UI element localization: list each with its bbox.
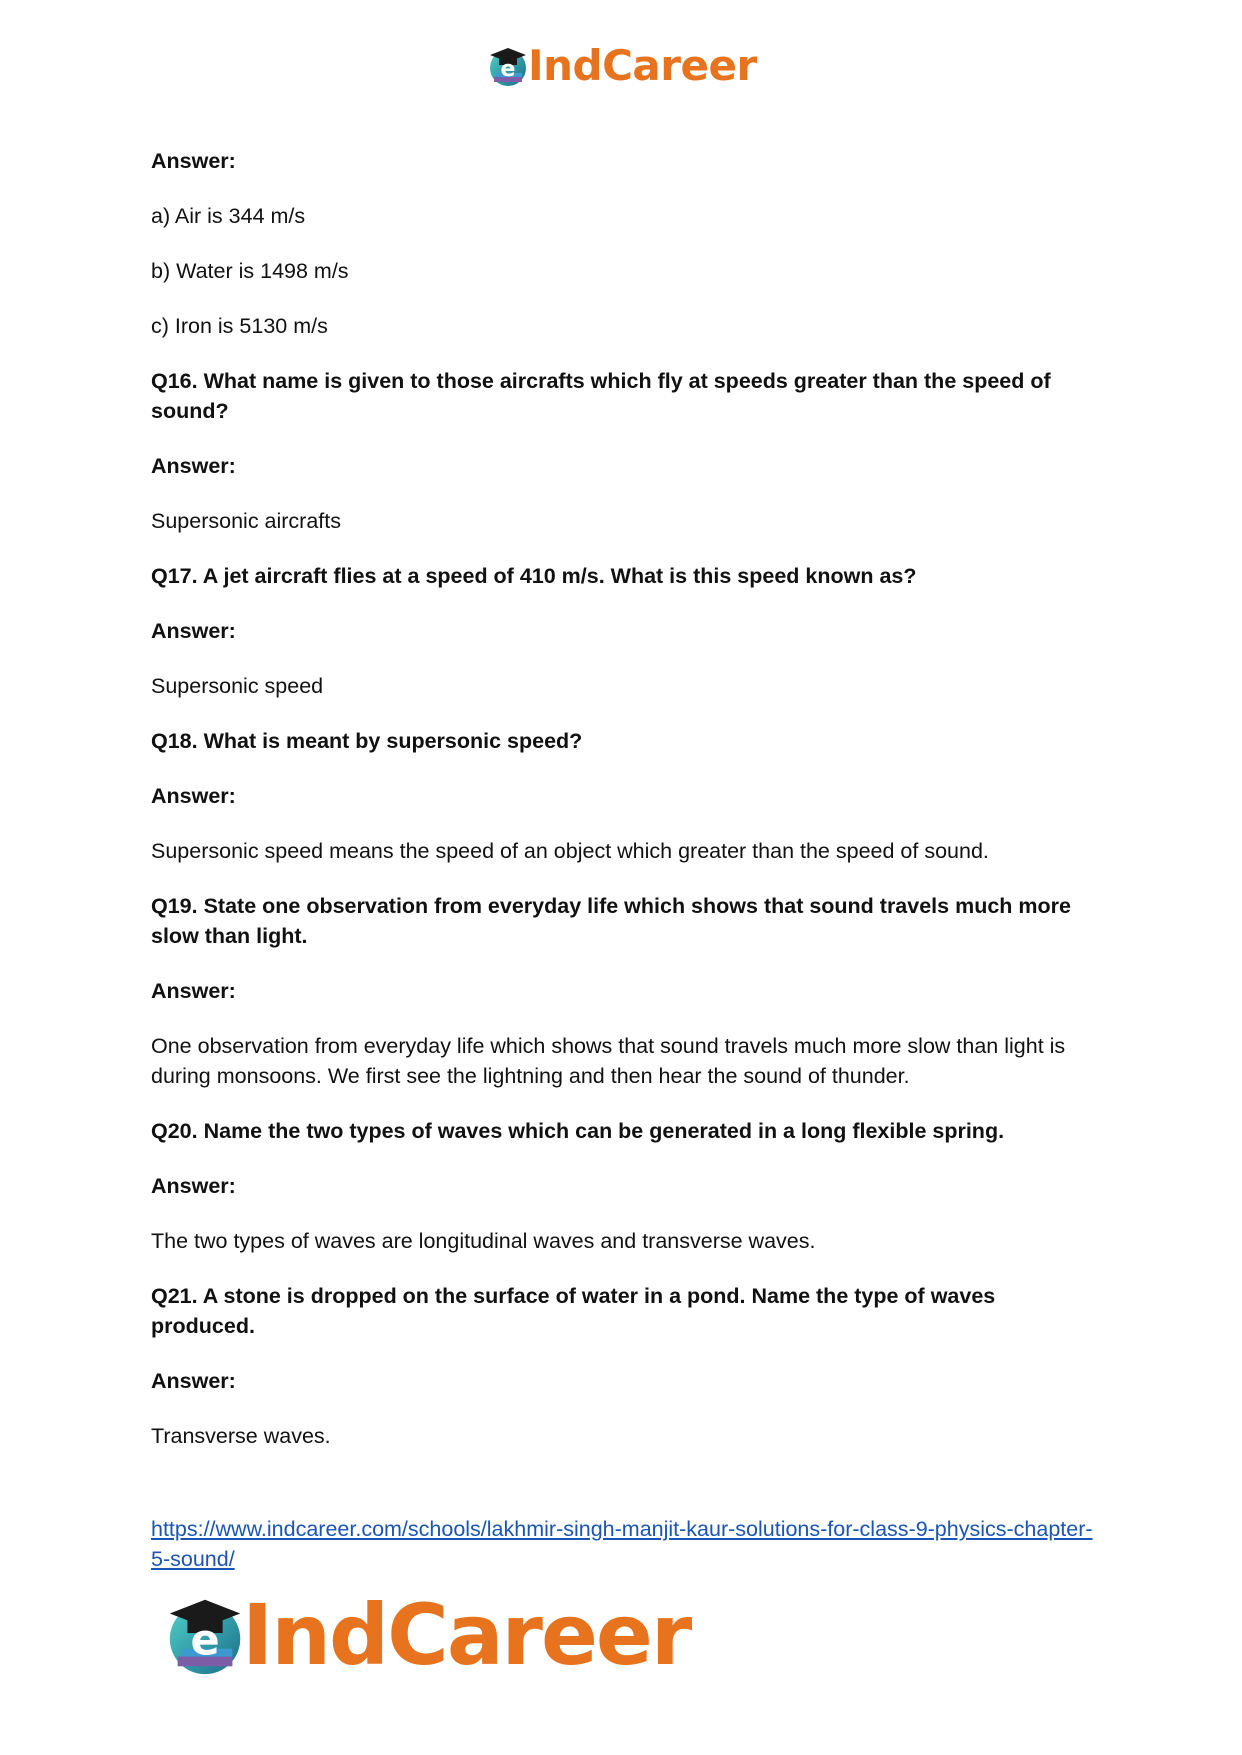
answer-text: One observation from everyday life which shows that sound travels much more slow than light is during monsoons. We first see the lightning and then hear the sound of thunder.: [151, 1034, 1066, 1088]
document-body: [151, 146, 1101, 1476]
logo-wordmark: IndCareer: [528, 41, 757, 90]
question-text: Q16. What name is given to those aircrafts which fly at speeds greater than the speed of sound?: [151, 369, 1051, 423]
answer-text: The two types of waves are longitudinal waves and transverse waves.: [151, 1229, 816, 1253]
answer-label: Answer:: [151, 784, 236, 808]
header-logo: [486, 42, 757, 90]
answer-text: Supersonic speed means the speed of an object which greater than the speed of sound.: [151, 839, 989, 863]
svg-text:e: e: [190, 1615, 220, 1666]
answer-text: b) Water is 1498 m/s: [151, 259, 349, 283]
answer-text: Supersonic aircrafts: [151, 509, 341, 533]
answer-label: Answer:: [151, 979, 236, 1003]
answer-text: a) Air is 344 m/s: [151, 204, 306, 228]
question-text: Q17. A jet aircraft flies at a speed of 410 m/s. What is this speed known as?: [151, 564, 917, 588]
question-text: Q21. A stone is dropped on the surface of water in a pond. Name the type of waves produced.: [151, 1284, 996, 1338]
question-text: Q18. What is meant by supersonic speed?: [151, 729, 583, 753]
source-link[interactable]: https://www.indcareer.com/schools/lakhmir-singh-manjit-kaur-solutions-for-class-9-physics-chapter-5-sound/: [151, 1517, 1093, 1571]
answer-label: Answer:: [151, 454, 236, 478]
svg-text:e: e: [500, 57, 516, 82]
graduation-cap-globe-icon: [486, 43, 532, 89]
graduation-cap-globe-icon: [162, 1590, 252, 1680]
answer-label: Answer:: [151, 1174, 236, 1198]
answer-text: Supersonic speed: [151, 674, 324, 698]
question-text: Q20. Name the two types of waves which can be generated in a long flexible spring.: [151, 1119, 1005, 1143]
logo-wordmark: IndCareer: [242, 1586, 691, 1684]
answer-label: Answer:: [151, 149, 236, 173]
answer-text: Transverse waves.: [151, 1424, 331, 1448]
source-link-block: [151, 1514, 1101, 1574]
footer-logo: [162, 1586, 691, 1684]
answer-label: Answer:: [151, 619, 236, 643]
answer-text: c) Iron is 5130 m/s: [151, 314, 328, 338]
question-text: Q19. State one observation from everyday life which shows that sound travels much more slow than light.: [151, 894, 1071, 948]
answer-label: Answer:: [151, 1369, 236, 1393]
